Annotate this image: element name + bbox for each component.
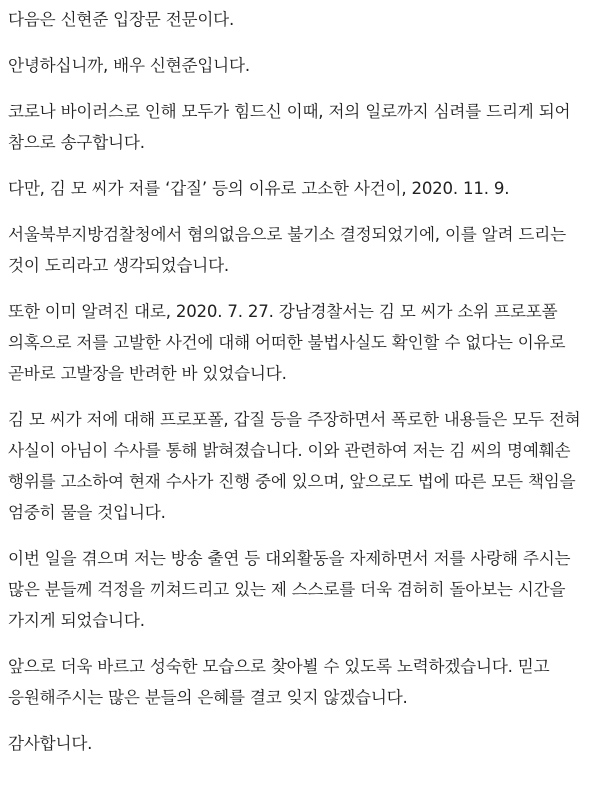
greeting-paragraph: 안녕하십니까, 배우 신현준입니다. (8, 56, 250, 75)
promise-paragraph: 앞으로 더욱 바르고 성숙한 모습으로 찾아뵐 수 있도록 노력하겠습니다. 믿고 응원해주시는 많은 분들의 은혜를 결코 잊지 않겠습니다. (8, 657, 550, 707)
reflection-paragraph: 이번 일을 겪으며 저는 방송 출연 등 대외활동을 자제하면서 저를 사랑해 주시는 많은 분들께 걱정을 끼쳐드리고 있는 제 스스로를 더욱 겸허히 돌아보는 시간을 가지게 되었습니다. (8, 549, 571, 630)
intro-paragraph: 다음은 신현준 입장문 전문이다. (8, 10, 235, 29)
police-paragraph: 또한 이미 알려진 대로, 2020. 7. 27. 강남경찰서는 김 모 씨가 소위 프로포폴 의혹으로 저를 고발한 사건에 대해 어떠한 불법사실도 확인할 수 없다는 이유로 곧바로 고발장을 반려한 바 있었습니다. (8, 302, 566, 383)
statement-document (0, 4, 600, 759)
investigation-paragraph: 김 모 씨가 저에 대해 프로포폴, 갑질 등을 주장하면서 폭로한 내용들은 모두 전혀 사실이 아님이 수사를 통해 밝혀졌습니다. 이와 관련하여 저는 김 씨의 명예훼손 행위를 고소하여 현재 수사가 진행 중에 있으며, 앞으로도 법에 따른 모든 책임을 엄중히 물을 것입니다. (8, 410, 581, 522)
prosecution-paragraph: 서울북부지방검찰청에서 혐의없음으로 불기소 결정되었기에, 이를 알려 드리는 것이 도리라고 생각되었습니다. (8, 225, 566, 275)
apology-paragraph: 코로나 바이러스로 인해 모두가 힘드신 이때, 저의 일로까지 심려를 드리게 되어 참으로 송구합니다. (8, 102, 571, 152)
complaint-paragraph: 다만, 김 모 씨가 저를 ‘갑질’ 등의 이유로 고소한 사건이, 2020. 11. 9. (8, 179, 510, 198)
closing-paragraph: 감사합니다. (8, 734, 93, 753)
